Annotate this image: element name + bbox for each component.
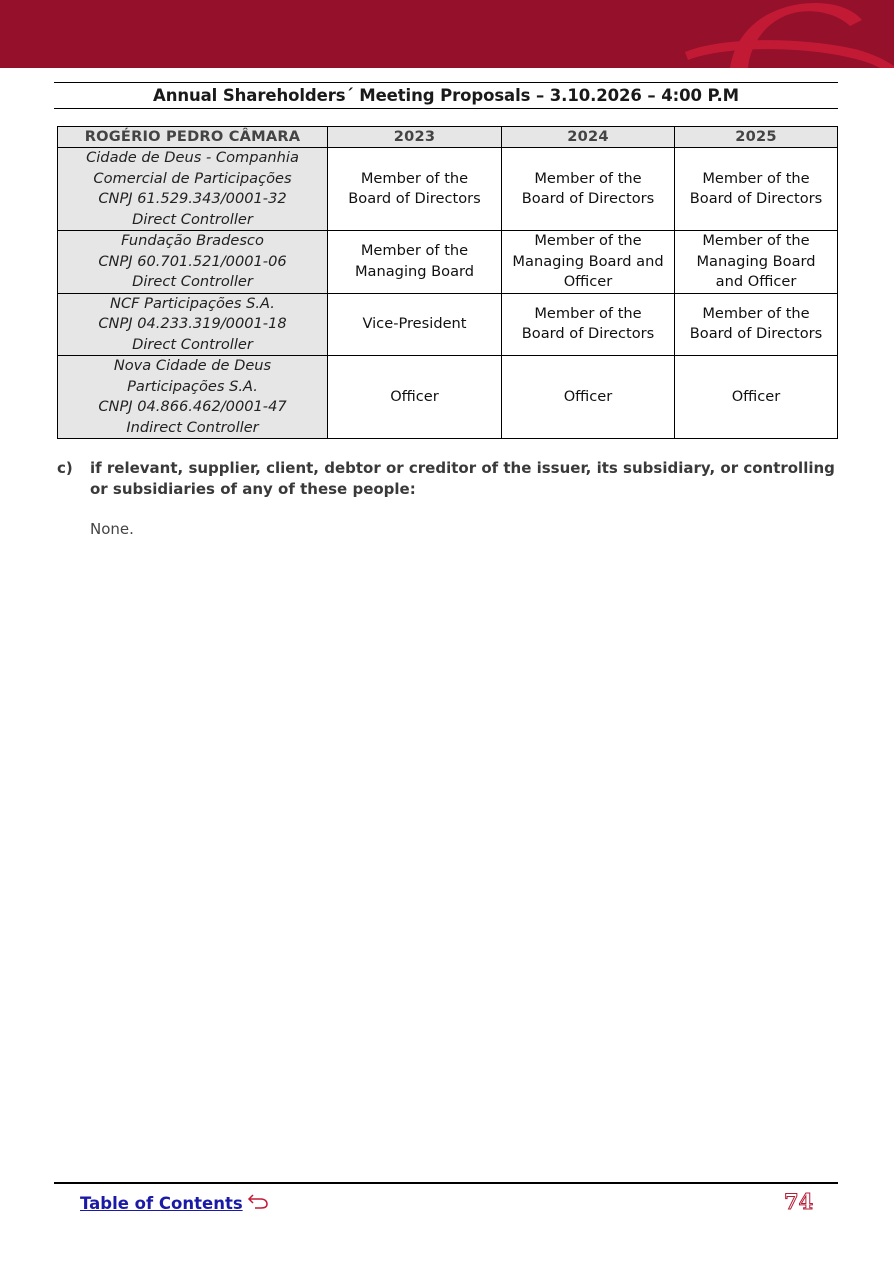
meeting-title-band	[54, 82, 838, 109]
table-row	[58, 231, 838, 294]
company-line: Participações S.A.	[127, 377, 258, 395]
table-of-contents-link[interactable]	[80, 1192, 269, 1214]
role-2023-cell: Vice-President	[328, 293, 502, 356]
footer-divider	[54, 1182, 838, 1184]
table-header-row	[58, 127, 838, 148]
company-line: Nova Cidade de Deus	[113, 357, 272, 374]
role-2025-cell: Officer	[675, 356, 838, 439]
company-line: Indirect Controller	[126, 418, 259, 436]
company-line: NCF Participações S.A.	[110, 294, 275, 312]
company-cell	[58, 356, 328, 439]
role-2025-cell: Member of the Board of Directors	[675, 293, 838, 356]
company-line: CNPJ 60.701.521/0001-06	[98, 252, 287, 270]
positions-table	[57, 126, 838, 439]
item-c-question	[57, 458, 837, 499]
role-2024-cell: Officer	[502, 356, 675, 439]
company-line: CNPJ 61.529.343/0001-32	[98, 190, 287, 207]
company-line: CNPJ 04.866.462/0001-47	[98, 398, 287, 415]
item-c-answer: None.	[90, 520, 134, 538]
page-number: 74	[784, 1189, 814, 1214]
question-text: if relevant, supplier, client, debtor or creditor of the issuer, its subsidiary, or controlling or subsidiaries of any of these people:	[90, 459, 835, 498]
role-2023-cell: Officer	[328, 356, 502, 439]
role-2025-cell: Member of the Board of Directors	[675, 148, 838, 231]
company-cell	[58, 148, 328, 231]
role-2023-cell: Member of the Board of Directors	[328, 148, 502, 231]
company-cell	[58, 231, 328, 294]
table-row	[58, 356, 838, 439]
toc-label[interactable]: Table of Contents	[80, 1193, 243, 1213]
table-row	[58, 148, 838, 231]
company-line: Direct Controller	[132, 210, 253, 228]
role-2024-cell: Member of the Managing Board and Officer	[502, 231, 675, 294]
page-title: Annual Shareholders´ Meeting Proposals – 3.10.2026 – 4:00 P.M	[153, 86, 739, 105]
company-line: Direct Controller	[132, 273, 253, 290]
table-row	[58, 293, 838, 356]
column-header-2023: 2023	[328, 127, 502, 148]
item-marker: c)	[57, 459, 73, 477]
column-header-2025: 2025	[675, 127, 838, 148]
header-banner	[0, 0, 894, 68]
column-header-2024: 2024	[502, 127, 675, 148]
company-line: Cidade de Deus - Companhia	[86, 149, 299, 166]
brand-logo-icon	[0, 0, 894, 68]
company-cell	[58, 293, 328, 356]
company-line: Fundação Bradesco	[121, 232, 264, 249]
role-2025-cell: Member of the Managing Board and Officer	[675, 231, 838, 294]
company-line: CNPJ 04.233.319/0001-18	[98, 315, 287, 332]
role-2024-cell: Member of the Board of Directors	[502, 293, 675, 356]
role-2024-cell: Member of the Board of Directors	[502, 148, 675, 231]
company-line: Direct Controller	[132, 335, 253, 353]
role-2023-cell: Member of the Managing Board	[328, 231, 502, 294]
column-header-name: ROGÉRIO PEDRO CÂMARA	[58, 127, 328, 148]
return-arrow-icon[interactable]	[247, 1192, 269, 1214]
company-line: Comercial de Participações	[93, 169, 292, 187]
